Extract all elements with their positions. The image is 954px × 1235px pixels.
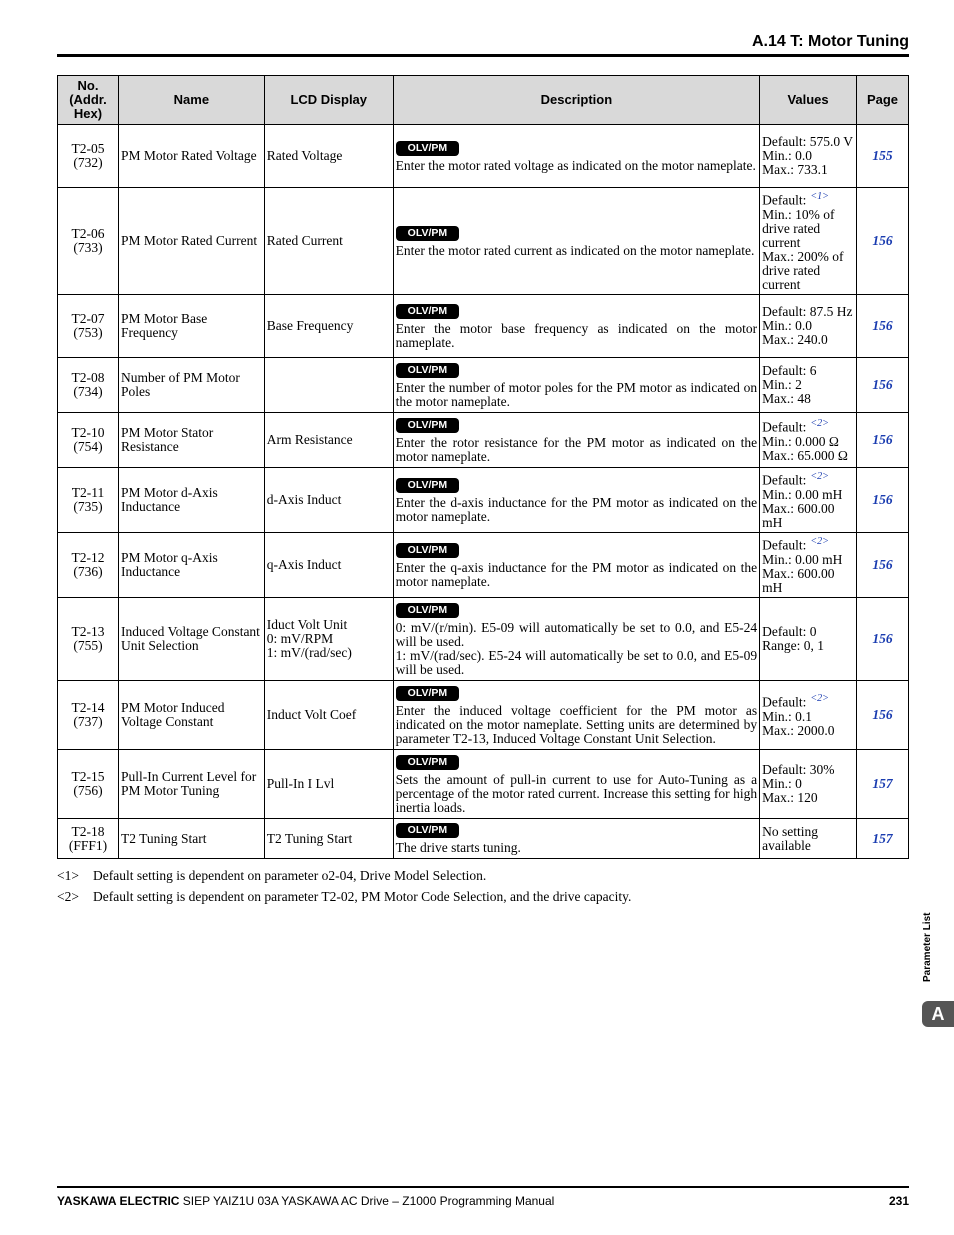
param-description: 0: mV/(r/min). E5-09 will automatically be set to 0.0, and E5-24 will be used. 1: mV/(rad/sec). E5-24 will automatically be set to 0.0, and E5-09 will be used.: [395, 619, 758, 677]
table-row: [58, 413, 909, 468]
header-lcd-display: LCD Display: [264, 76, 393, 125]
param-value-line: [762, 378, 854, 392]
control-mode-badge: OLV/PM: [396, 141, 459, 156]
param-name: Induced Voltage Constant Unit Selection: [118, 598, 264, 681]
param-values-cell: [760, 750, 857, 819]
footer-doc-info: [57, 1194, 554, 1208]
footnote-reference[interactable]: <2>: [810, 418, 829, 430]
param-value-line: [762, 208, 854, 250]
param-number-cell: [58, 413, 119, 468]
control-mode-badge: OLV/PM: [396, 478, 459, 493]
param-value-text: Min.: 10% of drive rated current: [762, 206, 835, 250]
param-value-line: [762, 305, 854, 319]
param-value-line: [762, 535, 854, 553]
table-row: [58, 681, 909, 750]
param-name: PM Motor Stator Resistance: [118, 413, 264, 468]
footnote: [57, 865, 631, 886]
param-value-text: Min.: 0.0: [762, 148, 812, 163]
param-value-line: [762, 488, 854, 502]
page-link[interactable]: 156: [857, 533, 909, 598]
footnote-reference[interactable]: <1>: [810, 191, 829, 203]
param-name: Pull-In Current Level for PM Motor Tuning: [118, 750, 264, 819]
param-description-cell: [393, 681, 759, 750]
param-number-cell: [58, 468, 119, 533]
param-address: (734): [73, 384, 103, 399]
page-link[interactable]: 157: [857, 819, 909, 859]
param-value-line: [762, 791, 854, 805]
param-value-text: Min.: 0.000 Ω: [762, 433, 839, 449]
footer-rule: [57, 1186, 909, 1188]
param-number-cell: [58, 533, 119, 598]
param-values-cell: [760, 598, 857, 681]
page-link[interactable]: 156: [857, 358, 909, 413]
param-value-line: [762, 763, 854, 777]
param-description-cell: [393, 468, 759, 533]
table-header-row: [58, 76, 909, 125]
param-values-cell: [760, 468, 857, 533]
page-link[interactable]: 156: [857, 295, 909, 358]
param-description-cell: [393, 819, 759, 859]
param-number-cell: [58, 681, 119, 750]
table-row: [58, 819, 909, 859]
param-value-line: [762, 710, 854, 724]
param-value-text: Max.: 2000.0: [762, 722, 835, 738]
param-value-text: Max.: 48: [762, 391, 811, 406]
param-value-text: Max.: 600.00 mH: [762, 565, 835, 595]
header-rule: [57, 54, 909, 57]
param-number-cell: [58, 358, 119, 413]
param-value-line: [762, 553, 854, 567]
param-address: (755): [73, 638, 103, 653]
param-number: T2-08: [71, 370, 105, 385]
control-mode-badge: OLV/PM: [396, 543, 459, 558]
param-value-text: Default: 87.5 Hz: [762, 304, 853, 319]
footnote-text: Default setting is dependent on parameter T2-02, PM Motor Code Selection, and the drive capacity.: [93, 889, 632, 904]
footnote-tag: <1>: [57, 868, 79, 883]
param-address: (733): [73, 240, 103, 255]
param-value-line: [762, 250, 854, 292]
param-name: PM Motor Rated Voltage: [118, 125, 264, 188]
control-mode-badge: OLV/PM: [396, 304, 459, 319]
param-name: Number of PM Motor Poles: [118, 358, 264, 413]
param-value-line: [762, 392, 854, 406]
param-address: (753): [73, 325, 103, 340]
table-row: [58, 533, 909, 598]
param-name: PM Motor Base Frequency: [118, 295, 264, 358]
table-row: [58, 750, 909, 819]
footnote: [57, 886, 631, 907]
param-value-text: Max.: 600.00 mH: [762, 500, 835, 530]
param-value-text: Max.: 120: [762, 790, 818, 805]
param-value-text: Min.: 0.00 mH: [762, 486, 843, 502]
param-value-line: [762, 319, 854, 333]
param-name: PM Motor Rated Current: [118, 188, 264, 295]
header-values: Values: [760, 76, 857, 125]
param-description: Sets the amount of pull-in current to use for Auto-Tuning as a percentage of the motor rated current. Increase this setting for high inertia loads.: [395, 771, 758, 815]
param-lcd-display: Rated Voltage: [264, 125, 393, 188]
param-value-line: [762, 567, 854, 595]
param-value-text: Range: 0, 1: [762, 638, 824, 653]
param-description: Enter the motor base frequency as indicated on the motor nameplate.: [395, 320, 758, 350]
param-description: The drive starts tuning.: [395, 840, 521, 855]
param-value-line: [762, 724, 854, 738]
param-values-cell: [760, 358, 857, 413]
param-values-cell: [760, 295, 857, 358]
control-mode-badge: OLV/PM: [396, 686, 459, 701]
param-number: T2-18: [71, 823, 105, 839]
param-lcd-display: Arm Resistance: [264, 413, 393, 468]
param-value-line: [762, 625, 854, 639]
param-description-cell: [393, 533, 759, 598]
param-value-text: Default:: [762, 537, 807, 553]
section-side-label: Parameter List: [922, 912, 933, 982]
param-name: T2 Tuning Start: [118, 819, 264, 859]
param-value-line: [762, 502, 854, 530]
param-number: T2-11: [71, 485, 105, 500]
table-row: [58, 598, 909, 681]
param-address: (735): [73, 499, 103, 514]
param-value-text: Min.: 0.00 mH: [762, 551, 843, 567]
param-number-cell: [58, 188, 119, 295]
param-description: Enter the motor rated voltage as indicated on the motor nameplate.: [395, 157, 756, 173]
param-address: (736): [73, 564, 103, 579]
param-description-cell: [393, 358, 759, 413]
param-number-cell: [58, 295, 119, 358]
param-value-line: [762, 777, 854, 791]
footnotes: [57, 865, 631, 907]
param-value-text: Min.: 2: [762, 377, 802, 392]
param-value-text: No setting available: [762, 823, 818, 853]
param-number: T2-05: [71, 141, 105, 156]
footer-brand: YASKAWA ELECTRIC: [57, 1194, 180, 1208]
param-value-text: Default: 30%: [762, 762, 835, 777]
param-value-line: [762, 470, 854, 488]
param-values-cell: [760, 125, 857, 188]
param-value-text: Default:: [762, 472, 807, 488]
param-value-line: [762, 449, 854, 463]
param-number-cell: [58, 750, 119, 819]
param-description-cell: [393, 750, 759, 819]
param-address: (756): [73, 783, 103, 798]
footnote-tag: <2>: [57, 889, 79, 904]
param-name: PM Motor Induced Voltage Constant: [118, 681, 264, 750]
param-value-text: Max.: 200% of drive rated current: [762, 248, 844, 292]
param-number: T2-06: [71, 226, 105, 241]
param-number: T2-14: [71, 700, 105, 715]
param-value-text: Min.: 0.0: [762, 318, 812, 333]
param-description-cell: [393, 295, 759, 358]
control-mode-badge: OLV/PM: [396, 363, 459, 378]
param-description-cell: [393, 125, 759, 188]
param-values-cell: [760, 533, 857, 598]
param-value-text: Default:: [762, 694, 807, 710]
param-value-line: [762, 135, 854, 149]
parameter-table: [57, 75, 909, 859]
param-lcd-display: [264, 358, 393, 413]
param-description-cell: [393, 188, 759, 295]
footnote-reference[interactable]: <2>: [810, 536, 829, 548]
page-link[interactable]: 156: [857, 413, 909, 468]
param-number: T2-10: [71, 425, 105, 440]
page-link[interactable]: 156: [857, 598, 909, 681]
param-value-text: Max.: 240.0: [762, 332, 828, 347]
header-no: No. (Addr. Hex): [58, 76, 119, 125]
page-link[interactable]: 156: [857, 468, 909, 533]
table-row: [58, 295, 909, 358]
control-mode-badge: OLV/PM: [396, 755, 459, 770]
param-value-text: Default:: [762, 192, 807, 208]
param-values-cell: [760, 413, 857, 468]
param-value-line: [762, 639, 854, 653]
param-lcd-display: T2 Tuning Start: [264, 819, 393, 859]
param-values-cell: [760, 188, 857, 295]
param-description: Enter the d-axis inductance for the PM motor as indicated on the motor nameplate.: [395, 494, 758, 524]
param-address: (754): [73, 439, 103, 454]
table-row: [58, 188, 909, 295]
param-lcd-display: q-Axis Induct: [264, 533, 393, 598]
param-lcd-display: Rated Current: [264, 188, 393, 295]
param-value-text: Default: 0: [762, 624, 817, 639]
control-mode-badge: OLV/PM: [396, 418, 459, 433]
page-link[interactable]: 157: [857, 750, 909, 819]
param-number-cell: [58, 819, 119, 859]
param-lcd-display: Iduct Volt Unit 0: mV/RPM 1: mV/(rad/sec): [264, 598, 393, 681]
header-name: Name: [118, 76, 264, 125]
param-value-text: Max.: 65.000 Ω: [762, 447, 848, 463]
page-link[interactable]: 155: [857, 125, 909, 188]
page-link[interactable]: 156: [857, 681, 909, 750]
param-description: Enter the q-axis inductance for the PM motor as indicated on the motor nameplate.: [395, 559, 758, 589]
param-value-line: [762, 190, 854, 208]
param-number: T2-12: [71, 550, 105, 565]
param-value-line: [762, 149, 854, 163]
page-link[interactable]: 156: [857, 188, 909, 295]
param-value-line: [762, 692, 854, 710]
param-lcd-display: Pull-In I Lvl: [264, 750, 393, 819]
param-number-cell: [58, 598, 119, 681]
control-mode-badge: OLV/PM: [396, 603, 459, 618]
param-address: (737): [73, 714, 103, 729]
param-value-text: Default: 6: [762, 363, 817, 378]
param-value-line: [762, 163, 854, 177]
param-description: Enter the number of motor poles for the PM motor as indicated on the motor nameplate.: [395, 379, 758, 409]
param-description-cell: [393, 413, 759, 468]
appendix-tab[interactable]: A: [922, 1001, 954, 1027]
page-number: 231: [888, 1194, 909, 1208]
control-mode-badge: OLV/PM: [396, 226, 459, 241]
param-value-line: [762, 825, 854, 853]
param-value-text: Default:: [762, 419, 807, 435]
param-lcd-display: Base Frequency: [264, 295, 393, 358]
param-values-cell: [760, 819, 857, 859]
param-number: T2-15: [71, 769, 105, 784]
control-mode-badge: OLV/PM: [396, 823, 459, 838]
table-row: [58, 468, 909, 533]
footer-doc-title: SIEP YAIZ1U 03A YASKAWA AC Drive – Z1000 Programming Manual: [179, 1194, 555, 1208]
param-value-text: Min.: 0: [762, 776, 802, 791]
param-value-text: Default: 575.0 V: [762, 134, 853, 149]
param-description: Enter the induced voltage coefficient for the PM motor as indicated on the motor nameplate. Setting units are determined by parameter T2-13, Induced Voltage Constant Unit Selection.: [395, 702, 758, 746]
param-number: T2-13: [71, 624, 105, 639]
param-values-cell: [760, 681, 857, 750]
param-name: PM Motor d-Axis Inductance: [118, 468, 264, 533]
param-value-line: [762, 333, 854, 347]
header-description: Description: [393, 76, 759, 125]
param-value-text: Min.: 0.1: [762, 708, 812, 724]
footnote-text: Default setting is dependent on parameter o2-04, Drive Model Selection.: [93, 868, 487, 883]
param-value-text: Max.: 733.1: [762, 162, 828, 177]
param-description: Enter the rotor resistance for the PM motor as indicated on the motor nameplate.: [395, 434, 758, 464]
footnote-reference[interactable]: <2>: [810, 471, 829, 483]
param-lcd-display: Induct Volt Coef: [264, 681, 393, 750]
param-description-cell: [393, 598, 759, 681]
header-page: Page: [857, 76, 909, 125]
param-value-line: [762, 417, 854, 435]
param-value-line: [762, 435, 854, 449]
param-description: Enter the motor rated current as indicated on the motor nameplate.: [395, 242, 755, 258]
footnote-reference[interactable]: <2>: [810, 693, 829, 705]
page-title: A.14 T: Motor Tuning: [751, 33, 909, 50]
param-lcd-display: d-Axis Induct: [264, 468, 393, 533]
param-number-cell: [58, 125, 119, 188]
table-row: [58, 358, 909, 413]
param-number: T2-07: [71, 311, 105, 326]
param-name: PM Motor q-Axis Inductance: [118, 533, 264, 598]
param-address: (FFF1): [68, 837, 108, 853]
table-row: [58, 125, 909, 188]
param-address: (732): [73, 155, 103, 170]
param-value-line: [762, 364, 854, 378]
